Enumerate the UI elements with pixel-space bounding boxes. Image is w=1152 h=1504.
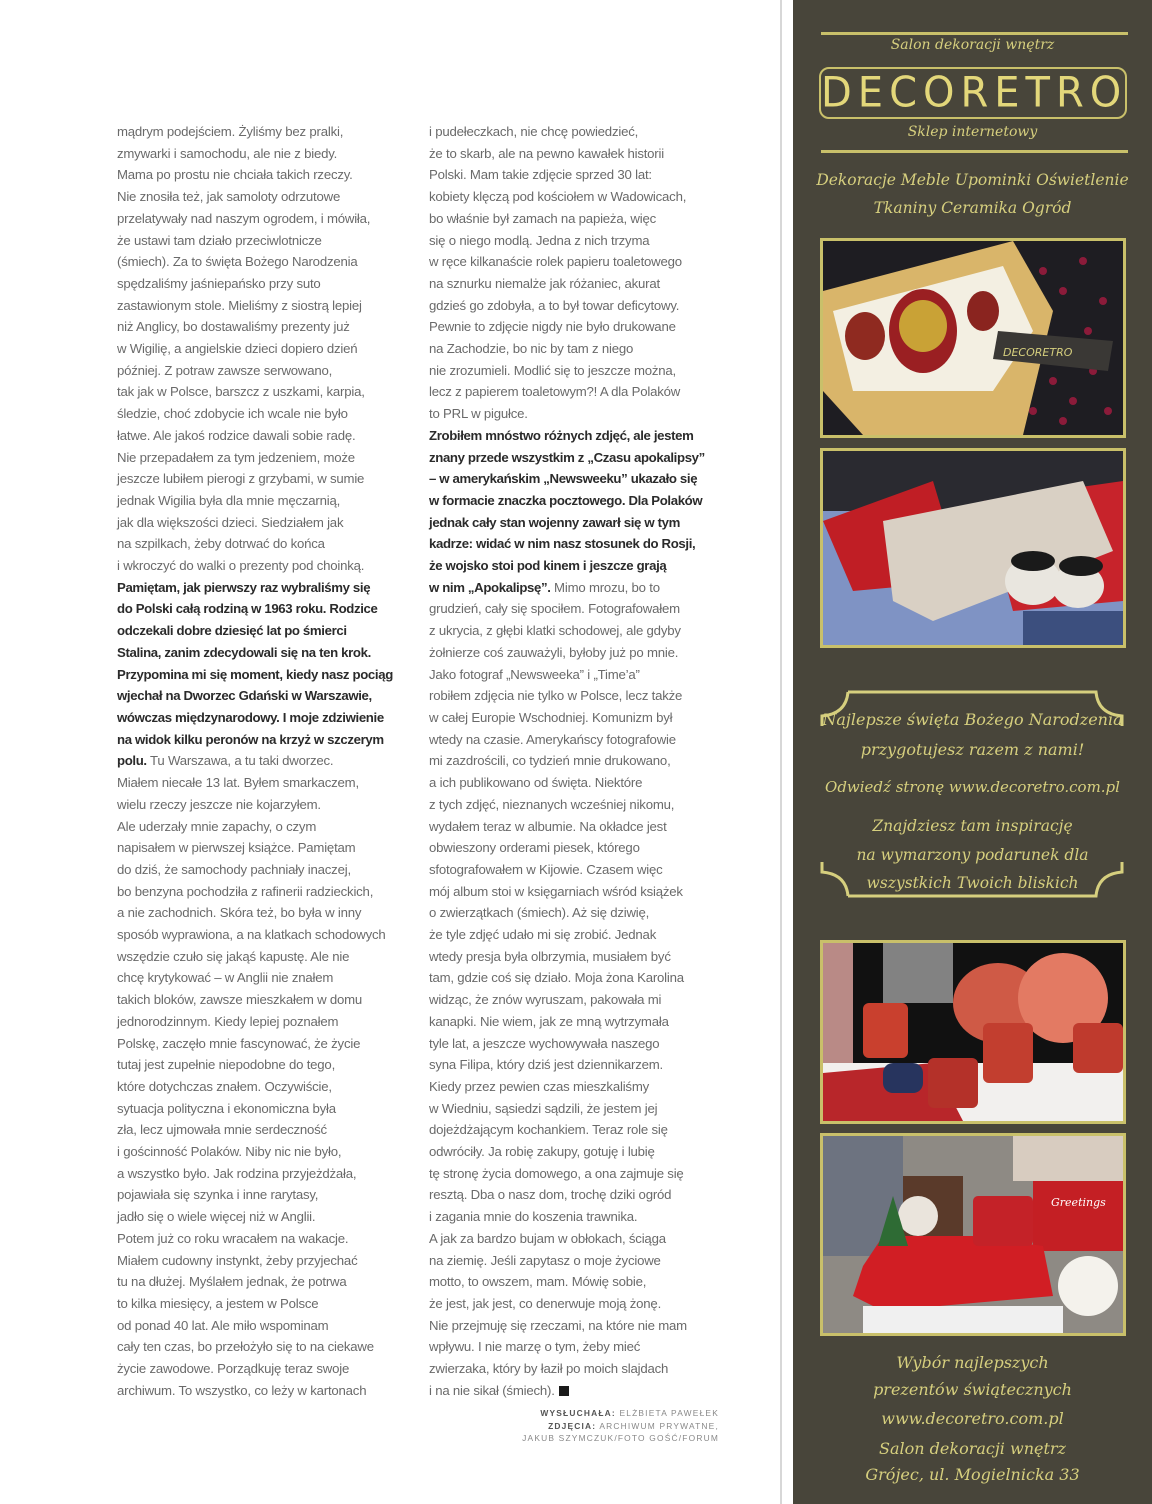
article-line: że jest, jak jest, co denerwuje moją żonę. [429, 1295, 662, 1311]
credits-interview-label: WYSŁUCHAŁA: [540, 1408, 616, 1418]
article-line: w nim „Apokalipsę”. Mimo mrozu, bo to [429, 579, 660, 595]
article-line: spędzaliśmy jaśniepańsko przy suto [117, 275, 321, 291]
article-line: od ponad 40 lat. Ale miło wspominam [117, 1317, 329, 1333]
article-line: Miałem cudowny instynkt, żeby przyjechać [117, 1252, 358, 1268]
ad-tagline-top: Salon dekoracji wnętrz [890, 37, 1055, 53]
article-line: na ziemię. Jeśli zapytasz o moje życiowe [429, 1252, 661, 1268]
article-line: na sznurku niemalże jak różaniec, akurat [429, 275, 660, 291]
ad-footer-address: Grójec, ul. Mogielnicka 33 [865, 1465, 1080, 1484]
article-line: obwieszony orderami piesek, którego [429, 840, 640, 856]
article-line: mi zazdrościli, co tydzień mnie drukowano, [429, 753, 671, 769]
ad-footer-website-link[interactable]: www.decoretro.com.pl [881, 1409, 1064, 1428]
article-line: sfotografowałem w Kijowie. Czasem więc [429, 861, 663, 877]
article-line: że wojsko stoi pod kinem i jeszcze grają [429, 558, 667, 574]
article-line: bo benzyna pochodziła z rafinerii radzieckich, [117, 883, 374, 899]
ad-frame-line2: przygotujesz razem z nami! [860, 740, 1085, 759]
article-column-2 [429, 121, 729, 1401]
article-line: odwróciły. Ja robię zakupy, gotuję i lubię [429, 1144, 655, 1160]
article-line: że ustawi tam działo przeciwlotnicze [117, 232, 322, 248]
article-line: motto, to owszem, mam. Mówię sobie, [429, 1274, 647, 1290]
ad-frame-line4: Znajdziesz tam inspirację [872, 817, 1073, 835]
article-line: i pudełeczkach, nie chcę powiedzieć, [429, 124, 639, 139]
article-line: i na nie sikał (śmiech). [429, 1380, 729, 1402]
article-line: dojeżdżającym kochankiem. Teraz role się [429, 1122, 668, 1138]
article-line: o zwierzątkach (śmiech). Aż się dziwię, [429, 905, 650, 921]
ad-brand-name: DECORETRO [821, 68, 1128, 118]
article-line: wydałem teraz w albumie. Na okładce jest [429, 818, 667, 834]
article-line: gdzieś go zdobyła, a to był towar deficytowy. [429, 297, 680, 313]
article-line: lecz z papierem toaletowym?! A dla Polaków [429, 384, 681, 400]
article-line: i gościnność Polaków. Niby nic nie było, [117, 1144, 342, 1160]
article-line: jeszcze lubiłem pierogi z grzybami, w sumie [117, 471, 365, 487]
ad-frame-website-link[interactable]: Odwiedź stronę www.decoretro.com.pl [825, 778, 1120, 796]
article-line: wjechał na Dworzec Gdański w Warszawie, [117, 688, 372, 704]
article-line: które dotychczas znałem. Oczywiście, [117, 1078, 332, 1094]
article-line: wpływu. I nie marzę o tym, żeby mieć [429, 1339, 641, 1355]
article-line: wszędzie czuło się jakąś kapustę. Ale nie [117, 948, 350, 964]
article-line: łatwe. Ale jakoś rodzice dawali sobie radę. [117, 427, 356, 443]
article-line: niż Anglicy, bo dostawaliśmy prezenty już [117, 319, 350, 335]
article-line: i wkroczyć do walki o prezenty pod choinką. [117, 558, 365, 574]
article-line: się o niego modlą. Jedna z nich trzyma [429, 232, 650, 248]
page-gutter-divider [780, 0, 782, 1504]
article-line: nie zrozumieli. Modlić się to jeszcze można, [429, 362, 676, 378]
article-line: archiwum. To wszystko, co leży w kartonach [117, 1382, 367, 1398]
article-line: wtedy presja była olbrzymia, musiałem być [429, 948, 671, 964]
svg-text:DECORETRO: DECORETRO [1003, 346, 1073, 359]
credits-interview-name: ELŻBIETA PAWEŁEK [619, 1408, 719, 1418]
article-line: – w amerykańskim „Newsweeku” ukazało się [429, 471, 698, 487]
ad-logo [819, 67, 1127, 119]
ad-categories-line2: Tkaniny Ceramika Ogród [873, 199, 1072, 217]
article-line: wówczas międzynarodowy. I moje zdziwienie [117, 709, 384, 725]
article-line: na widok kilku peronów na krzyż w szczerym [117, 731, 384, 747]
article-line: chcę krytykować – w Anglii nie znałem [117, 970, 334, 986]
decoretro-advertisement [793, 0, 1152, 1504]
article-line: później. Z potraw zawsze serwowano, [117, 362, 333, 378]
article-end-square-icon [559, 1386, 569, 1396]
article-line: tak jak w Polsce, barszcz z uszkami, karpia, [117, 384, 365, 400]
article-line: z tych zdjęć, nieznanych wcześniej nikomu, [429, 796, 675, 812]
article-line: życie zawodowe. Porządkuję teraz swoje [117, 1361, 350, 1377]
article-line: Miałem niecałe 13 lat. Byłem smarkaczem, [117, 775, 359, 791]
article-line: tyle lat, a jeszcze wychowywała naszego [429, 1035, 660, 1051]
article-line: zwierzaka, który by łaził po moich slajdach [429, 1361, 669, 1377]
article-line: że tyle zdjęć udało mi się zrobić. Jednak [429, 927, 657, 943]
article-line: mądrym podejściem. Żyliśmy bez pralki, [117, 124, 344, 139]
ad-categories-line1: Dekoracje Meble Upominki Oświetlenie [816, 171, 1129, 189]
article-line: to kilka miesięcy, a jestem w Polsce [117, 1295, 319, 1311]
article-line: jednak Wigilia była dla mnie męczarnią, [117, 492, 341, 508]
article-line: że to skarb, ale na pewno kawałek historii [429, 145, 664, 161]
ad-frame-line5: na wymarzony podarunek dla [856, 846, 1089, 864]
article-line: zastawionym stole. Mieliśmy z siostrą lepiej [117, 297, 362, 313]
ad-frame-line1: Najlepsze święta Bożego Narodzenia [822, 710, 1123, 729]
article-line: znany przede wszystkim z „Czasu apokalipsy” [429, 449, 705, 465]
article-line: a ich publikowano od święta. Niektóre [429, 775, 643, 791]
article-line: napisałem w pierwszej książce. Pamiętam [117, 840, 356, 856]
article-line: Mama po prostu nie chciała takich rzeczy. [117, 167, 353, 183]
article-line: z ukrycia, z głębi klatki schodowej, ale gdyby [429, 623, 681, 639]
article-line: Stalina, zanim zdecydowali się na ten krok. [117, 644, 371, 660]
photo-christmas-pillows [820, 448, 1126, 648]
article-line: Polskę, zaczęło mnie fascynować, że życie [117, 1035, 361, 1051]
article-line: polu. Tu Warszawa, a tu taki dworzec. [117, 753, 334, 769]
article-line: w formacie znaczka pocztowego. Dla Polaków [429, 492, 703, 508]
article-line: zmywarki i samochodu, ale nie z biedy. [117, 145, 338, 161]
article-line: tę stronę życia domowego, a ona zajmuje się [429, 1165, 684, 1181]
article-line: widząc, że znów wyruszam, pakowała mi [429, 992, 662, 1008]
article-line: kanapki. Nie wiem, jak ze mną wytrzymała [429, 1013, 669, 1029]
article-line: jadło się o wiele więcej niż w Anglii. [117, 1209, 316, 1225]
article-line: w Wigilię, a angielskie dzieci dopiero dzień [117, 341, 358, 357]
article-line: Potem już co roku wracałem na wakacje. [117, 1230, 349, 1246]
article-line: bo właśnie był zamach na papieża, więc [429, 210, 656, 226]
credits-photos-line2: JAKUB SZYMCZUK/FOTO GOŚĆ/FORUM [522, 1433, 719, 1443]
article-line: jednak cały stan wojenny zawarł się w tym [429, 514, 680, 530]
article-line: pojawiała się szynka i inne rarytasy, [117, 1187, 319, 1203]
article-line: Nie przejmuję się rzeczami, na które nie mam [429, 1317, 687, 1333]
article-line: sposób wyprawiona, a na klatkach schodowych [117, 927, 386, 943]
article-line: Ale uderzały mnie zapachy, o czym [117, 818, 317, 834]
article-line: kobiety klęczą pod kościołem w Wadowicach, [429, 189, 687, 205]
article-line: w Wiedniu, sąsiedzi sądzili, że jestem jej [429, 1100, 658, 1116]
article-line: Pamiętam, jak pierwszy raz wybraliśmy się [117, 579, 371, 595]
article-line: żołnierze coś zauważyli, byłoby już po mnie. [429, 644, 679, 660]
article-line: grudzień, cały się spociłem. Fotografowałem [429, 601, 680, 617]
article-line: wielu rzeczy jeszcze nie kojarzyłem. [117, 796, 321, 812]
article-column-1 [117, 121, 417, 1401]
ad-subtitle: Sklep internetowy [907, 124, 1038, 140]
article-line: robiłem zdjęcia nie tylko w Polsce, lecz także [429, 688, 683, 704]
article-line: tam, gdzie coś się działo. Moja żona Karolina [429, 970, 684, 986]
article-credits [522, 1407, 719, 1445]
ad-footer-line4: Salon dekoracji wnętrz [879, 1439, 1066, 1458]
ad-footer-line2: prezentów świątecznych [873, 1380, 1072, 1399]
credits-photos-line1: ARCHIWUM PRYWATNE, [599, 1420, 719, 1431]
article-line: a nie zachodnich. Skóra też, bo była w inny [117, 905, 362, 921]
article-line: Nie przepadałem za tym jedzeniem, może [117, 449, 355, 465]
article-line: do dziś, że samochody pachniały inaczej, [117, 861, 351, 877]
article-line: jednorodzinnym. Kiedy lepiej poznałem [117, 1013, 339, 1029]
photo-polish-ceramics [820, 940, 1126, 1124]
credits-photos-label: ZDJĘCIA: [548, 1420, 597, 1431]
photo-christmas-figurines [820, 1133, 1126, 1336]
article-line: tutaj jest zupełnie niepodobne do tego, [117, 1057, 336, 1073]
article-line: takich bloków, zawsze mieszkałem w domu [117, 992, 363, 1008]
article-line: jak dla większości dzieci. Siedziałem jak [117, 514, 344, 530]
article-line: resztą. Dba o nasz dom, trochę dziki ogród [429, 1187, 672, 1203]
article-line: Kiedy przez pewien czas mieszkaliśmy [429, 1078, 649, 1094]
article-line: w całej Europie Wschodniej. Komunizm był [429, 709, 673, 725]
article-line: A jak za bardzo bujam w obłokach, ściąga [429, 1230, 666, 1246]
article-line: Jako fotograf „Newsweeka” i „Time’a” [429, 666, 640, 682]
photo-easter-eggs-gift-box [820, 238, 1126, 438]
article-line: Przypomina mi się moment, kiedy nasz pociąg [117, 666, 393, 682]
article-line: to PRL w pigułce. [429, 406, 528, 422]
article-line: odczekali dobre dziesięć lat po śmierci [117, 623, 347, 639]
article-line: syna Filipa, który dziś jest dziennikarzem. [429, 1057, 663, 1073]
article-line: wtedy na czasie. Amerykańscy fotografowie [429, 731, 676, 747]
article-line: Nie znosiła też, jak samoloty odrzutowe [117, 189, 341, 205]
article-line: (śmiech). Za to święta Bożego Narodzenia [117, 254, 358, 270]
article-line: a wszystko było. Jak rodzina przyjeżdżała, [117, 1165, 357, 1181]
article-line: Pewnie to zdjęcie nigdy nie było drukowane [429, 319, 676, 335]
article-line: na szpilkach, żeby dotrwać do końca [117, 536, 325, 552]
article-line: śledzie, choć zdobycie ich wcale nie było [117, 406, 348, 422]
article-line: do Polski całą rodziną w 1963 roku. Rodzice [117, 601, 378, 617]
article-line: w ręce kilkanaście rolek papieru toaletowego [429, 254, 682, 270]
ad-top-rule [821, 32, 1128, 35]
article-line: przelatywały nad naszym ogrodem, i mówiła, [117, 210, 371, 226]
article-line: zła, lecz ujmowała mnie serdeczność [117, 1122, 327, 1138]
article-line: na Zachodzie, bo nic by tam z niego [429, 341, 634, 357]
ad-mid-rule [821, 150, 1128, 153]
article-line: sytuacja polityczna i ekonomiczna była [117, 1100, 336, 1116]
article-line: kadrze: widać w nim nasz stosunek do Rosji, [429, 536, 696, 552]
article-line: Polski. Mam takie zdjęcie sprzed 30 lat: [429, 167, 652, 183]
article-line: Zrobiłem mnóstwo różnych zdjęć, ale jestem [429, 427, 694, 443]
article-line: cały ten czas, bo przełożyło się to na ciekawe [117, 1339, 374, 1355]
article-line: i zagania mnie do koszenia trawnika. [429, 1209, 638, 1225]
ad-footer-line1: Wybór najlepszych [896, 1353, 1049, 1372]
article-line: tu na dłużej. Myślałem jednak, że potrwa [117, 1274, 347, 1290]
svg-text:Greetings: Greetings [1051, 1196, 1106, 1209]
article-line: mój album stoi w księgarniach wśród książek [429, 883, 683, 899]
ad-frame-line6: wszystkich Twoich bliskich [866, 874, 1079, 892]
